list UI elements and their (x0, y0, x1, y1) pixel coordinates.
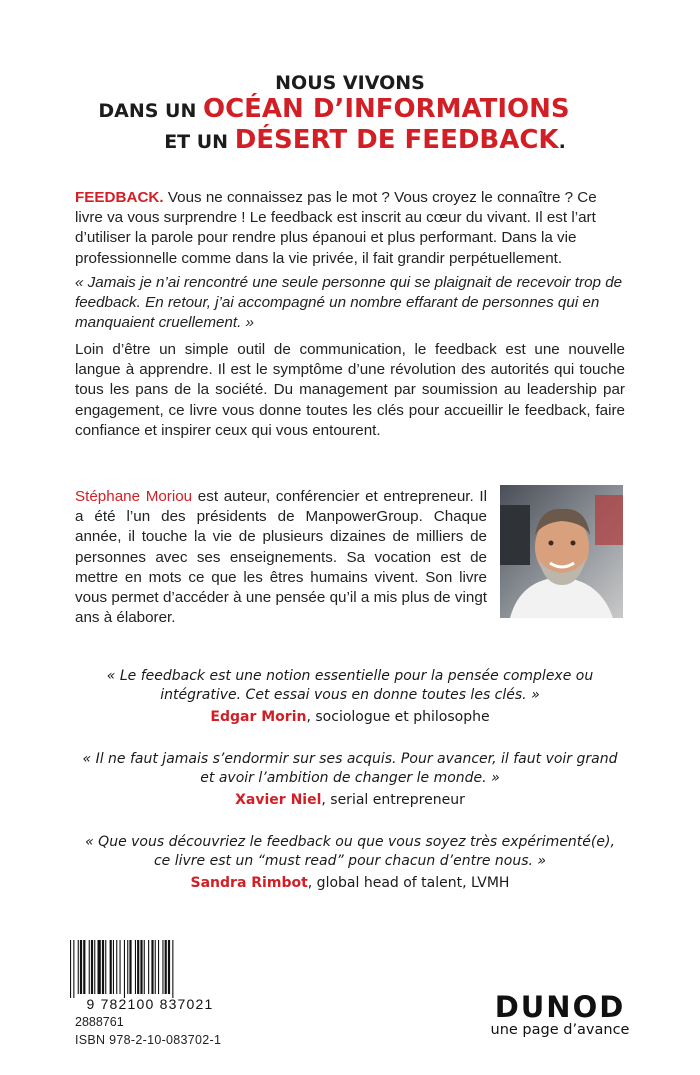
barcode-bar (78, 940, 79, 994)
author-name: Stéphane Moriou (75, 488, 193, 505)
author-bio (75, 487, 487, 628)
headline-period: . (558, 131, 566, 154)
barcode-bar (102, 940, 104, 994)
barcode-bar (140, 940, 142, 994)
author-portrait-icon (500, 485, 623, 618)
publisher-name: DUNOD (494, 990, 626, 1024)
barcode-bar (113, 940, 114, 994)
barcode-bar (120, 940, 121, 994)
barcode-bar (83, 940, 85, 994)
barcode-bar (73, 940, 74, 998)
barcode-bar (124, 940, 125, 998)
praise-sandra-rimbot (75, 833, 625, 893)
praise-quote: « Il ne faut jamais s’endormir sur ses acquis. Pour avancer, il faut voir grand et avoir l’ambition de changer le monde. » (82, 751, 618, 786)
praise-attribution (75, 791, 625, 810)
barcode-bar (148, 940, 149, 994)
barcode-bar (80, 940, 82, 994)
author-quote: « Jamais je n’ai rencontré une seule personne qui se plaignait de recevoir trop de feedback. En retour, j’ai accompagné un nombre effarant de personnes qui en manquaient cruellement. » (75, 274, 623, 332)
barcode-bar (151, 940, 153, 994)
barcode-bar (94, 940, 95, 994)
praise-quote: « Que vous découvriez le feedback ou que vous soyez très expérimenté(e), ce livre est un “must read” pour chacun d’entre nous. » (85, 834, 615, 869)
headline-desert: DÉSERT DE FEEDBACK (234, 125, 559, 156)
barcode-bar (89, 940, 90, 994)
barcode-bar (116, 940, 117, 994)
praise-name: Xavier Niel (235, 792, 322, 808)
headline-line-1: NOUS VIVONS (275, 72, 425, 94)
barcode-bar (137, 940, 139, 994)
headline (0, 72, 700, 156)
headline-ocean: OCÉAN D’INFORMATIONS (202, 94, 570, 125)
barcode-bar (135, 940, 136, 994)
barcode-bar (110, 940, 112, 994)
barcode-bar (91, 940, 93, 994)
headline-line-3 (30, 125, 700, 156)
headline-line-2-prefix: DANS UN (98, 100, 203, 123)
praise-name: Sandra Rimbot (190, 875, 308, 891)
praise-name: Edgar Morin (210, 709, 307, 725)
barcode (68, 940, 230, 1000)
barcode-bar (70, 940, 71, 998)
barcode-bar (105, 940, 106, 994)
barcode-bar (165, 940, 167, 994)
praise-attribution (75, 708, 625, 727)
praise-role: , sociologue et philosophe (306, 709, 490, 725)
intro-lead: FEEDBACK. (75, 189, 164, 206)
author-bio-text: est auteur, conférencier et entrepreneur. Il a été l’un des présidents de ManpowerGroup. Chaque année, il touche la vie de plusieurs dizaines de milliers de personnes avec ses enseignements. Sa vocation est de mettre en mots ce que les êtres humains vivent. Son livre vous permet d’accéder à une pensée qu’il a mis plus de vingt ans à élaborer. (75, 488, 488, 627)
barcode-bar (127, 940, 128, 994)
isbn: ISBN 978-2-10-083702-1 (75, 1033, 222, 1047)
intro-paragraph (75, 188, 625, 269)
barcode-bar (168, 940, 170, 994)
body-paragraph: Loin d’être un simple outil de communication, le feedback est une nouvelle langue à apprendre. Il est le symptôme d’une révolution des autorités qui touche tous les pans de la société. Du management par soumission au leadership par engagement, ce livre vous donne toutes les clés pour accueillir le feedback, faire confiance et inspirer ceux qui vous entourent. (75, 341, 625, 439)
headline-line-2 (0, 94, 700, 125)
barcode-bar (98, 940, 101, 994)
barcode-bar (172, 940, 173, 998)
praise-quote: « Le feedback est une notion essentielle pour la pensée complexe ou intégrative. Cet essai vous en donne toutes les clés. » (106, 668, 594, 703)
product-code: 2888761 (75, 1015, 124, 1029)
publisher-tagline: une page d’avance (490, 1022, 630, 1038)
barcode-bar (162, 940, 163, 994)
intro-text: Vous ne connaissez pas le mot ? Vous croyez le connaître ? Ce livre va vous surprendre ! Le feedback est inscrit au cœur du vivant. Il est l’art d’utiliser la parole pour rendre plus épanoui et plus performant. Dans la vie professionnelle comme dans la vie privée, il fait grandir perpétuellement. (75, 189, 597, 267)
barcode-digits: 9 782100 837021 (86, 996, 214, 1012)
publisher-logo (490, 992, 630, 1039)
barcode-bar (155, 940, 156, 994)
author-photo (500, 485, 623, 618)
barcode-bar (129, 940, 131, 994)
praise-xavier-niel (75, 750, 625, 810)
praise-edgar-morin (75, 667, 625, 727)
praise-attribution (75, 874, 625, 893)
headline-line-3-prefix: ET UN (164, 131, 235, 154)
praise-role: , global head of talent, LVMH (307, 875, 510, 891)
barcode-bar (144, 940, 145, 994)
praise-role: , serial entrepreneur (321, 792, 465, 808)
barcode-bar (158, 940, 159, 994)
